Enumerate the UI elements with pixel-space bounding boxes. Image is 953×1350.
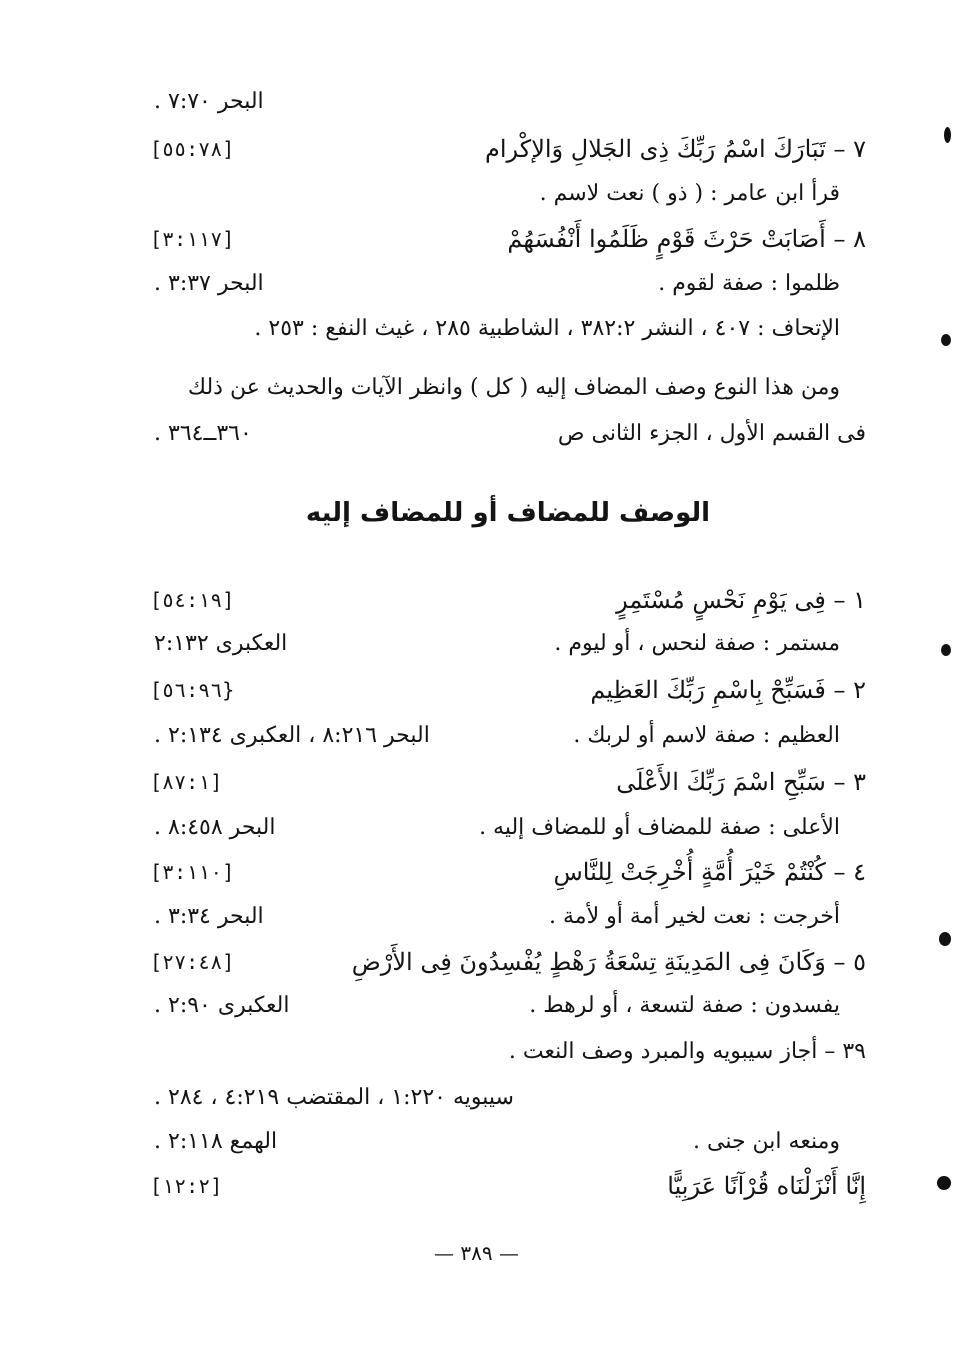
source-citation: البحر ٨:٢١٦ ، العكبرى ٢:١٣٤ . — [154, 723, 430, 748]
verse-line — [150, 578, 866, 622]
verse-reference: [٣:١١٧] — [150, 227, 235, 251]
commentary-text: قرأ ابن عامر : ( ذو ) نعت لاسم . — [539, 181, 840, 206]
verse-line — [150, 668, 866, 712]
commentary-text: مستمر : صفة لنحس ، أو ليوم . — [554, 631, 840, 656]
numbered-note: ٣٩ – أجاز سيبويه والمبرد وصف النعت . — [508, 1039, 866, 1064]
verse-line — [150, 217, 866, 261]
verse-reference: [٥٥:٧٨] — [150, 137, 235, 161]
verse-line — [150, 940, 866, 984]
page-range: ٣٦٠ــ٣٦٤ . — [154, 421, 252, 446]
text-line — [150, 262, 866, 306]
verse-reference: [٢٧:٤٨] — [150, 950, 235, 974]
text-line — [150, 412, 866, 456]
source-citation: البحر ٧:٧٠ . — [154, 89, 264, 114]
verse-reference: [٨٧:١] — [150, 770, 223, 794]
binding-hole-mark — [941, 644, 951, 656]
verse-reference: [٥٤:١٩] — [150, 588, 235, 612]
verse-text: ١ – فِى يَوْمِ نَحْسٍ مُسْتَمِرٍ — [616, 586, 866, 614]
source-citation: البحر ٣:٣٧ . — [154, 271, 264, 296]
verse-text: ٢ – فَسَبِّحْ بِاسْمِ رَبِّكَ العَظِيم — [590, 676, 866, 704]
binding-hole-mark — [944, 127, 951, 143]
text-line — [150, 714, 866, 758]
source-citation: العكبرى ٢:٩٠ . — [154, 993, 290, 1018]
text-line — [150, 622, 866, 666]
verse-reference: [٣:١١٠] — [150, 860, 235, 884]
source-citation: العكبرى ٢:١٣٢ — [154, 631, 288, 656]
text-line — [150, 1030, 866, 1074]
references-text: الإتحاف : ٤٠٧ ، النشر ٣٨٢:٢ ، الشاطبية ٢٨٥ ، غيث النفع : ٢٥٣ . — [254, 316, 840, 341]
verse-line — [150, 850, 866, 894]
source-citation: الهمع ٢:١١٨ . — [154, 1129, 278, 1154]
commentary-text: ظلموا : صفة لقوم . — [658, 271, 840, 296]
verse-reference: [١٢:٢] — [150, 1174, 223, 1198]
source-citation: سيبويه ١:٢٢٠ ، المقتضب ٤:٢١٩ ، ٢٨٤ . — [154, 1085, 514, 1110]
verse-line — [150, 1164, 866, 1208]
commentary-text: ومنعه ابن جنى . — [693, 1129, 840, 1154]
paragraph-text: فى القسم الأول ، الجزء الثانى ص — [557, 421, 866, 446]
text-line — [150, 984, 866, 1028]
page-number: — ٣٨٩ — — [434, 1241, 519, 1265]
verse-text: إِنَّا أَنْزَلْنَاه قُرْآنًا عَرَبِيًّا — [667, 1172, 866, 1200]
commentary-text: الأعلى : صفة للمضاف أو للمضاف إليه . — [479, 815, 840, 840]
commentary-text: العظيم : صفة لاسم أو لربك . — [573, 723, 840, 748]
verse-text: ٧ – تَبَارَكَ اسْمُ رَبِّكَ ذِى الجَلالِ وَالإكْرام — [485, 135, 866, 163]
text-line — [150, 806, 866, 850]
binding-hole-mark — [937, 1176, 951, 1190]
text-line — [150, 1076, 866, 1120]
binding-hole-mark — [939, 932, 951, 946]
text-line — [150, 80, 866, 124]
source-citation: البحر ٣:٣٤ . — [154, 904, 264, 929]
verse-text: ٥ – وَكَانَ فِى المَدِينَةِ تِسْعَةُ رَهْطٍ يُفْسِدُونَ فِى الأَرْضِ — [351, 948, 866, 976]
text-line — [150, 366, 866, 410]
verse-text: ٤ – كُنْتُمْ خَيْرَ أُمَّةٍ أُخْرِجَتْ لِلنَّاسِ — [553, 858, 866, 886]
verse-line — [150, 760, 866, 804]
commentary-text: يفسدون : صفة لتسعة ، أو لرهط . — [529, 993, 840, 1018]
section-heading: الوصف للمضاف أو للمضاف إليه — [305, 498, 711, 528]
paragraph-text: ومن هذا النوع وصف المضاف إليه ( كل ) وانظر الآيات والحديث عن ذلك — [187, 375, 840, 400]
commentary-text: أخرجت : نعت لخير أمة أو لأمة . — [549, 904, 840, 929]
text-line — [150, 307, 866, 351]
text-line — [150, 895, 866, 939]
text-line — [150, 1120, 866, 1164]
verse-reference: [٥٦:٩٦} — [150, 678, 235, 702]
verse-text: ٨ – أَصَابَتْ حَرْثَ قَوْمٍ ظَلَمُوا أَنْفُسَهُمْ — [507, 225, 866, 253]
verse-text: ٣ – سَبِّحِ اسْمَ رَبِّكَ الأَعْلَى — [616, 768, 866, 796]
binding-hole-mark — [941, 334, 951, 346]
text-line — [150, 172, 866, 216]
verse-line — [150, 127, 866, 171]
source-citation: البحر ٨:٤٥٨ . — [154, 815, 276, 840]
